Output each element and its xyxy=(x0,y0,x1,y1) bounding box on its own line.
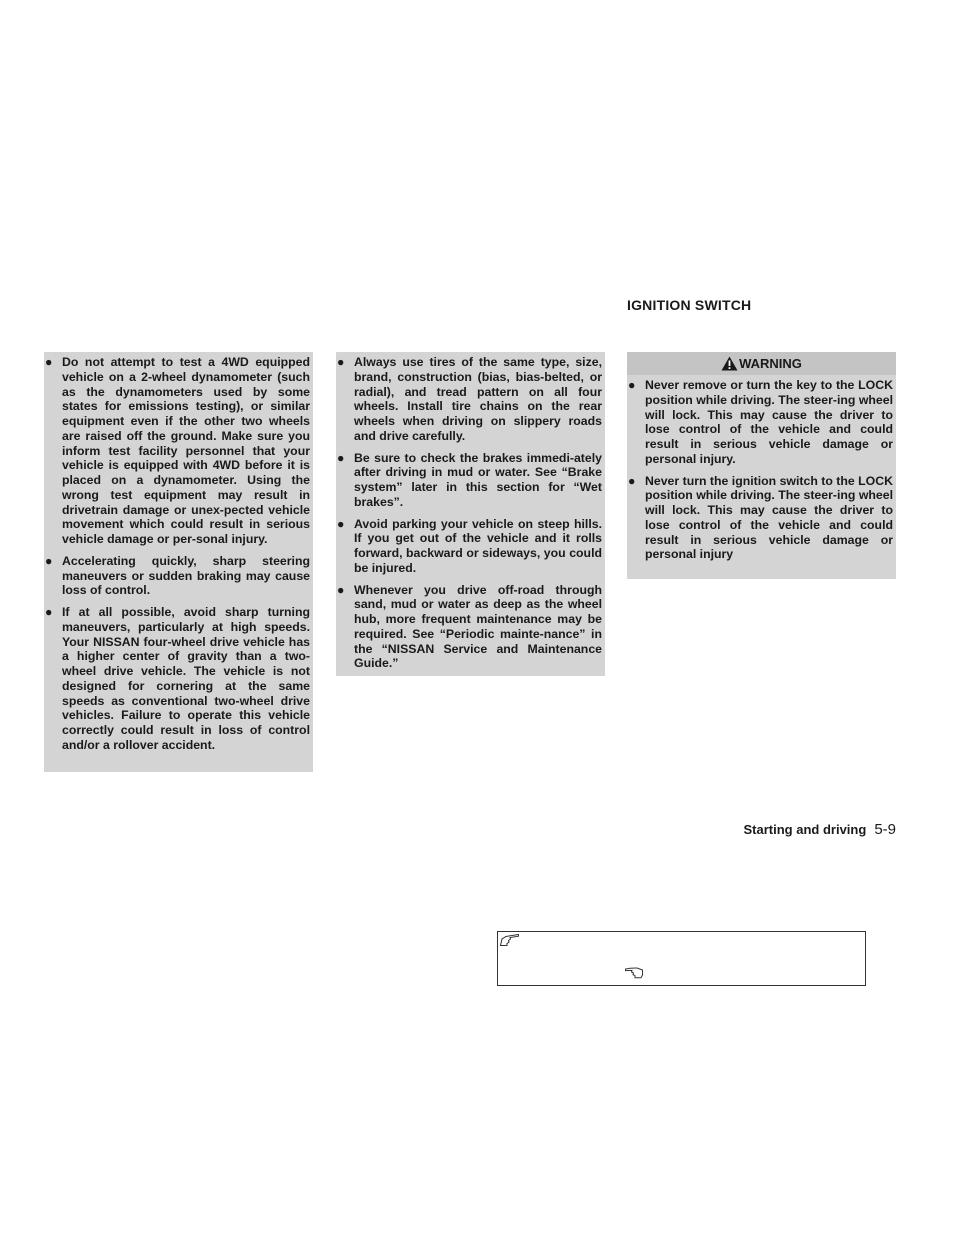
page-footer xyxy=(744,821,896,838)
bullet-icon: ● xyxy=(628,378,636,392)
list-item xyxy=(336,583,602,672)
list-item xyxy=(44,605,310,753)
warning-triangle-icon xyxy=(721,356,738,371)
footer-section-name: Starting and driving xyxy=(743,822,867,837)
bullet-text: Never remove or turn the key to the LOCK position while driving. The steer-ing wheel will lock. This may cause the driver to lose control of the vehicle and could result in serious vehicle damage or personal injury. xyxy=(645,378,894,466)
bullet-icon: ● xyxy=(337,516,345,531)
bullet-icon: ● xyxy=(628,473,636,488)
bullet-text: Be sure to check the brakes immedi-ately after driving in mud or water. See “Brake system” later in this section for “Wet brakes”. xyxy=(354,450,602,509)
list-item xyxy=(336,451,602,510)
list-item xyxy=(336,355,602,444)
pointing-hand-icon xyxy=(624,966,644,980)
bullet-icon: ● xyxy=(45,553,53,568)
warning-box xyxy=(627,352,896,579)
reference-box xyxy=(497,931,866,986)
bullet-list xyxy=(627,378,893,562)
list-item xyxy=(44,554,310,598)
caution-box-left xyxy=(44,352,313,772)
bullet-icon: ● xyxy=(337,582,345,597)
list-item xyxy=(336,517,602,576)
bullet-text: Always use tires of the same type, size, brand, construction (bias, bias-belted, or radial), and tread pattern on all four wheels. Install tire chains on the rear wheels when driving on slippery roads and drive carefully. xyxy=(354,355,602,443)
bullet-text: Accelerating quickly, sharp steering maneuvers or sudden braking may cause loss of control. xyxy=(62,553,310,598)
bullet-text: If at all possible, avoid sharp turning maneuvers, particularly at high speeds. Your NISSAN four-wheel drive vehicle has a higher center of gravity than a two-wheel drive vehicle. The vehicle is not designed for cornering at the same speeds as conventional two-wheel drive vehicles. Failure to operate this vehicle correctly could result in loss of control and/or a rollover accident. xyxy=(62,605,310,752)
bullet-text: Do not attempt to test a 4WD equipped vehicle on a 2-wheel dynamometer (such as the dynamometers used by some states for emissions testing), or similar equipment even if the other two wheels are raised off the ground. Make sure you inform test facility personnel that your vehicle is equipped with 4WD before it is placed on a dynamometer. Using the wrong test equipment may result in drivetrain damage or unex-pected vehicle movement which could result in serious vehicle damage or per-sonal injury. xyxy=(62,355,310,546)
pointing-hand-icon xyxy=(499,933,521,947)
section-title: IGNITION SWITCH xyxy=(627,297,752,313)
bullet-icon: ● xyxy=(45,355,53,369)
bullet-list xyxy=(44,355,310,753)
bullet-text: Never turn the ignition switch to the LOCK position while driving. The steer-ing wheel will lock. This may cause the driver to lose control of the vehicle and could result in serious vehicle damage or personal injury xyxy=(645,473,894,562)
list-item xyxy=(44,355,310,547)
page-number: 5-9 xyxy=(874,821,896,838)
bullet-icon: ● xyxy=(337,450,345,465)
warning-label: WARNING xyxy=(739,356,802,371)
bullet-list xyxy=(336,355,602,671)
warning-header xyxy=(627,352,896,375)
list-item xyxy=(627,378,893,467)
list-item xyxy=(627,474,893,563)
bullet-text: Avoid parking your vehicle on steep hills. If you get out of the vehicle and it rolls forward, backward or sideways, you could be injured. xyxy=(354,516,602,575)
bullet-icon: ● xyxy=(45,605,53,619)
bullet-text: Whenever you drive off-road through sand, mud or water as deep as the wheel hub, more frequent maintenance may be required. See “Periodic mainte-nance” in the “NISSAN Service and Maintenance Guide.” xyxy=(354,582,602,671)
caution-box-middle xyxy=(336,352,605,676)
bullet-icon: ● xyxy=(337,355,345,369)
